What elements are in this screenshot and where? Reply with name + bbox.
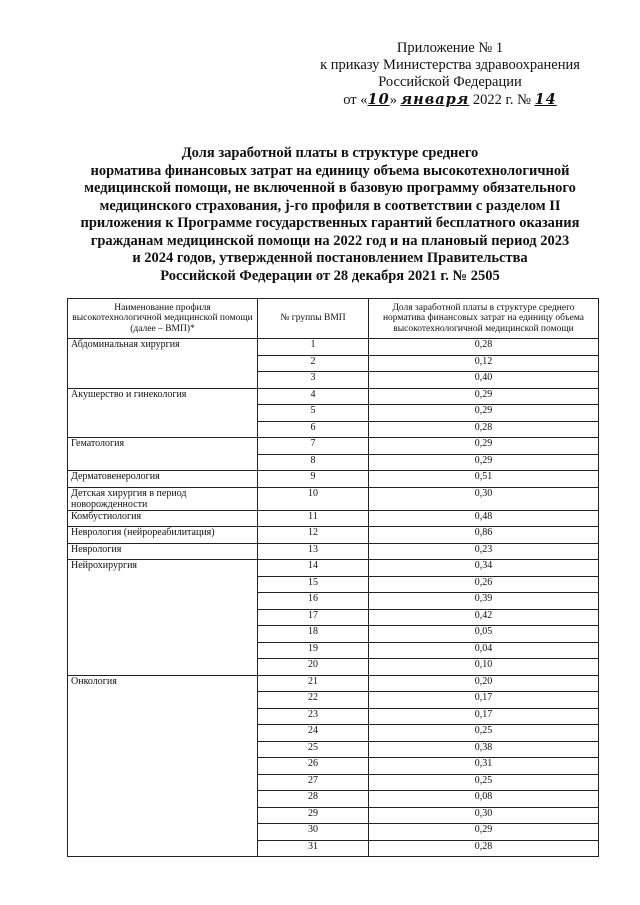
group-cell: 13 xyxy=(258,543,369,560)
share-cell: 0,29 xyxy=(369,454,599,471)
share-cell: 0,38 xyxy=(369,741,599,758)
table-row xyxy=(68,487,599,510)
group-cell: 17 xyxy=(258,609,369,626)
group-cell: 30 xyxy=(258,824,369,841)
group-cell: 7 xyxy=(258,438,369,455)
group-cell: 21 xyxy=(258,675,369,692)
document-header xyxy=(300,40,600,109)
share-cell: 0,20 xyxy=(369,675,599,692)
profile-cell: Комбустиология xyxy=(68,510,258,527)
share-cell: 0,29 xyxy=(369,824,599,841)
share-cell: 0,29 xyxy=(369,438,599,455)
group-cell: 12 xyxy=(258,527,369,544)
profile-cell: Неврология xyxy=(68,543,258,560)
title-line: медицинской помощи, не включенной в базовую программу обязательного xyxy=(84,180,576,196)
profile-cell: Акушерство и гинекология xyxy=(68,388,258,438)
table-row xyxy=(68,560,599,577)
share-cell: 0,40 xyxy=(369,372,599,389)
share-cell: 0,48 xyxy=(369,510,599,527)
share-cell: 0,23 xyxy=(369,543,599,560)
share-cell: 0,05 xyxy=(369,626,599,643)
group-cell: 28 xyxy=(258,791,369,808)
group-cell: 1 xyxy=(258,339,369,356)
date-prefix: от « xyxy=(343,92,368,108)
table-row xyxy=(68,510,599,527)
group-cell: 26 xyxy=(258,758,369,775)
header-profile: Наименование профиля высокотехнологичной медицинской помощи (далее – ВМП)* xyxy=(68,299,258,339)
group-cell: 22 xyxy=(258,692,369,709)
group-cell: 31 xyxy=(258,840,369,857)
group-cell: 14 xyxy=(258,560,369,577)
header-share: Доля заработной платы в структуре среднего норматива финансовых затрат на единицу объема высокотехнологичной медицинской помощи xyxy=(369,299,599,339)
share-cell: 0,30 xyxy=(369,807,599,824)
table-row xyxy=(68,339,599,356)
group-cell: 5 xyxy=(258,405,369,422)
share-cell: 0,12 xyxy=(369,355,599,372)
share-cell: 0,28 xyxy=(369,339,599,356)
share-cell: 0,51 xyxy=(369,471,599,488)
table-row xyxy=(68,675,599,692)
share-cell: 0,29 xyxy=(369,388,599,405)
share-cell: 0,26 xyxy=(369,576,599,593)
share-cell: 0,39 xyxy=(369,593,599,610)
group-cell: 23 xyxy=(258,708,369,725)
share-cell: 0,08 xyxy=(369,791,599,808)
title-line: медицинского страхования, j-го профиля в соответствии с разделом II xyxy=(99,197,561,214)
profile-cell: Онкология xyxy=(68,675,258,857)
share-cell: 0,30 xyxy=(369,487,599,510)
profile-cell: Детская хирургия в период новорожденности xyxy=(68,487,258,510)
group-cell: 3 xyxy=(258,372,369,389)
group-cell: 11 xyxy=(258,510,369,527)
share-cell: 0,31 xyxy=(369,758,599,775)
share-cell: 0,34 xyxy=(369,560,599,577)
group-cell: 9 xyxy=(258,471,369,488)
table-row xyxy=(68,527,599,544)
group-cell: 18 xyxy=(258,626,369,643)
table-header-row xyxy=(68,299,599,339)
group-cell: 6 xyxy=(258,421,369,438)
profile-cell: Нейрохирургия xyxy=(68,560,258,676)
share-cell: 0,10 xyxy=(369,659,599,676)
table-row xyxy=(68,388,599,405)
title-line: Доля заработной платы в структуре среднего xyxy=(181,145,479,161)
share-cell: 0,17 xyxy=(369,708,599,725)
share-cell: 0,28 xyxy=(369,840,599,857)
share-cell: 0,28 xyxy=(369,421,599,438)
share-cell: 0,29 xyxy=(369,405,599,422)
group-cell: 8 xyxy=(258,454,369,471)
group-cell: 20 xyxy=(258,659,369,676)
share-cell: 0,17 xyxy=(369,692,599,709)
share-cell: 0,86 xyxy=(369,527,599,544)
title-line: и 2024 годов, утвержденной постановлением Правительства xyxy=(132,250,528,266)
date-year: 2022 г. № xyxy=(472,92,531,108)
document-title xyxy=(40,145,620,285)
group-cell: 4 xyxy=(258,388,369,405)
group-cell: 19 xyxy=(258,642,369,659)
order-date-line xyxy=(300,91,600,109)
date-mid: » xyxy=(389,92,397,108)
appendix-label: Приложение № 1 xyxy=(396,40,504,56)
group-cell: 2 xyxy=(258,355,369,372)
profile-cell: Гематология xyxy=(68,438,258,471)
share-cell: 0,25 xyxy=(369,774,599,791)
group-cell: 15 xyxy=(258,576,369,593)
date-day: 10 xyxy=(367,91,390,108)
date-month: января xyxy=(400,91,470,108)
group-cell: 27 xyxy=(258,774,369,791)
profile-cell: Дерматовенерология xyxy=(68,471,258,488)
order-number: 14 xyxy=(534,91,557,108)
group-cell: 10 xyxy=(258,487,369,510)
header-group: № группы ВМП xyxy=(258,299,369,339)
group-cell: 24 xyxy=(258,725,369,742)
title-line: приложения к Программе государственных гарантий бесплатного оказания xyxy=(80,215,580,231)
profile-cell: Абдоминальная хирургия xyxy=(68,339,258,389)
salary-share-table xyxy=(67,298,599,857)
table-row xyxy=(68,438,599,455)
share-cell: 0,04 xyxy=(369,642,599,659)
federation-label: Российской Федерации xyxy=(378,74,522,90)
group-cell: 25 xyxy=(258,741,369,758)
title-line: Российской Федерации от 28 декабря 2021 г. № 2505 xyxy=(160,267,500,284)
table-row xyxy=(68,471,599,488)
profile-cell: Неврология (нейрореабилитация) xyxy=(68,527,258,544)
group-cell: 29 xyxy=(258,807,369,824)
title-line: норматива финансовых затрат на единицу объема высокотехнологичной xyxy=(90,162,570,179)
order-reference: к приказу Министерства здравоохранения xyxy=(320,57,580,73)
share-cell: 0,25 xyxy=(369,725,599,742)
group-cell: 16 xyxy=(258,593,369,610)
table-row xyxy=(68,543,599,560)
title-line: гражданам медицинской помощи на 2022 год и на плановый период 2023 xyxy=(90,232,570,249)
share-cell: 0,42 xyxy=(369,609,599,626)
